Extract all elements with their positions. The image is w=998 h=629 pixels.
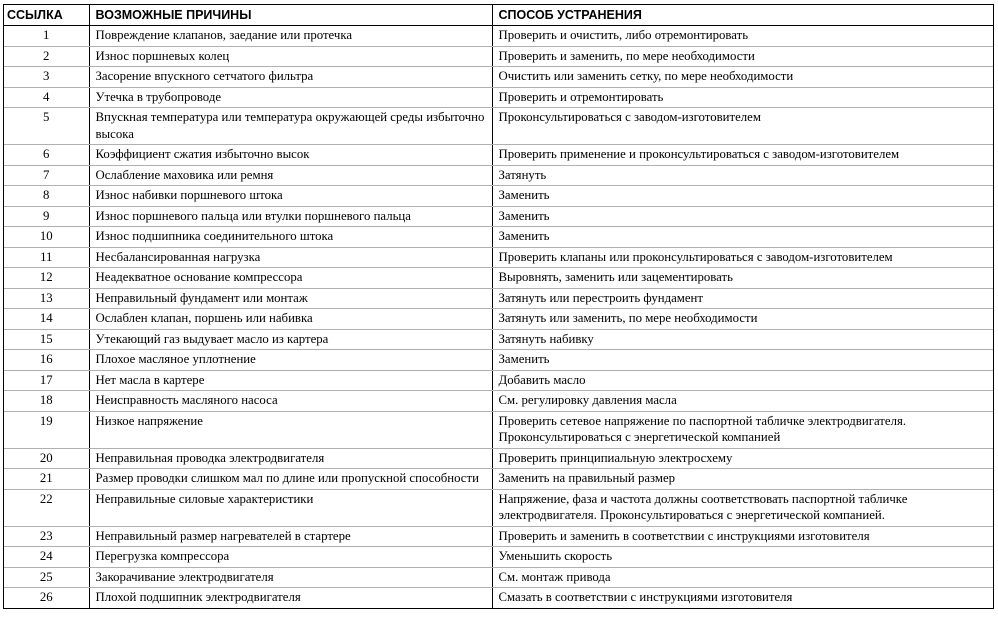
remedy-cell: Проверить принципиальную электросхему	[492, 448, 993, 469]
table-row	[4, 206, 993, 227]
table-row	[4, 26, 993, 47]
remedy-cell: Проверить сетевое напряжение по паспортной табличке электродвигателя. Проконсультироваться с энергетической компанией	[492, 411, 993, 448]
ref-cell: 9	[4, 206, 89, 227]
cause-cell: Износ поршневых колец	[89, 46, 492, 67]
cause-cell: Перегрузка компрессора	[89, 547, 492, 568]
ref-cell: 2	[4, 46, 89, 67]
remedy-cell: Проверить и заменить, по мере необходимости	[492, 46, 993, 67]
table-row	[4, 145, 993, 166]
table-row	[4, 370, 993, 391]
table-row	[4, 448, 993, 469]
remedy-cell: Заменить	[492, 186, 993, 207]
table-row	[4, 227, 993, 248]
troubleshooting-table	[4, 5, 993, 608]
table-row	[4, 288, 993, 309]
ref-cell: 18	[4, 391, 89, 412]
ref-cell: 8	[4, 186, 89, 207]
cause-cell: Утечка в трубопроводе	[89, 87, 492, 108]
header-cause: ВОЗМОЖНЫЕ ПРИЧИНЫ	[89, 5, 492, 26]
remedy-cell: Затянуть или перестроить фундамент	[492, 288, 993, 309]
cause-cell: Засорение впускного сетчатого фильтра	[89, 67, 492, 88]
cause-cell: Впускная температура или температура окружающей среды избыточно высока	[89, 108, 492, 145]
ref-cell: 10	[4, 227, 89, 248]
remedy-cell: Уменьшить скорость	[492, 547, 993, 568]
ref-cell: 26	[4, 588, 89, 608]
table-row	[4, 391, 993, 412]
table-row	[4, 46, 993, 67]
ref-cell: 12	[4, 268, 89, 289]
table-row	[4, 309, 993, 330]
cause-cell: Износ поршневого пальца или втулки поршневого пальца	[89, 206, 492, 227]
cause-cell: Несбалансированная нагрузка	[89, 247, 492, 268]
table-row	[4, 567, 993, 588]
remedy-cell: Напряжение, фаза и частота должны соответствовать паспортной табличке электродвигателя. Проконсультироваться с энергетической компанией.	[492, 489, 993, 526]
ref-cell: 5	[4, 108, 89, 145]
cause-cell: Неадекватное основание компрессора	[89, 268, 492, 289]
table-row	[4, 350, 993, 371]
table-row	[4, 247, 993, 268]
ref-cell: 23	[4, 526, 89, 547]
ref-cell: 7	[4, 165, 89, 186]
remedy-cell: Выровнять, заменить или зацементировать	[492, 268, 993, 289]
remedy-cell: Заменить на правильный размер	[492, 469, 993, 490]
cause-cell: Ослабление маховика или ремня	[89, 165, 492, 186]
remedy-cell: Проконсультироваться с заводом-изготовителем	[492, 108, 993, 145]
cause-cell: Неправильный размер нагревателей в стартере	[89, 526, 492, 547]
table-row	[4, 165, 993, 186]
ref-cell: 19	[4, 411, 89, 448]
header-remedy: СПОСОБ УСТРАНЕНИЯ	[492, 5, 993, 26]
remedy-cell: См. регулировку давления масла	[492, 391, 993, 412]
remedy-cell: Затянуть	[492, 165, 993, 186]
cause-cell: Закорачивание электродвигателя	[89, 567, 492, 588]
table-row	[4, 108, 993, 145]
cause-cell: Неисправность масляного насоса	[89, 391, 492, 412]
table-row	[4, 186, 993, 207]
table-row	[4, 489, 993, 526]
cause-cell: Коэффициент сжатия избыточно высок	[89, 145, 492, 166]
cause-cell: Неправильные силовые характеристики	[89, 489, 492, 526]
cause-cell: Размер проводки слишком мал по длине или пропускной способности	[89, 469, 492, 490]
ref-cell: 11	[4, 247, 89, 268]
remedy-cell: Проверить и очистить, либо отремонтировать	[492, 26, 993, 47]
cause-cell: Плохое масляное уплотнение	[89, 350, 492, 371]
remedy-cell: Очистить или заменить сетку, по мере необходимости	[492, 67, 993, 88]
cause-cell: Низкое напряжение	[89, 411, 492, 448]
ref-cell: 17	[4, 370, 89, 391]
remedy-cell: Проверить применение и проконсультироваться с заводом-изготовителем	[492, 145, 993, 166]
ref-cell: 4	[4, 87, 89, 108]
ref-cell: 25	[4, 567, 89, 588]
header-ref: ССЫЛКА	[4, 5, 89, 26]
table-row	[4, 329, 993, 350]
remedy-cell: Проверить клапаны или проконсультироваться с заводом-изготовителем	[492, 247, 993, 268]
table-row	[4, 547, 993, 568]
remedy-cell: Проверить и отремонтировать	[492, 87, 993, 108]
cause-cell: Ослаблен клапан, поршень или набивка	[89, 309, 492, 330]
ref-cell: 13	[4, 288, 89, 309]
ref-cell: 15	[4, 329, 89, 350]
table-header-row	[4, 5, 993, 26]
table-row	[4, 411, 993, 448]
cause-cell: Повреждение клапанов, заедание или протечка	[89, 26, 492, 47]
remedy-cell: Заменить	[492, 350, 993, 371]
ref-cell: 14	[4, 309, 89, 330]
remedy-cell: Затянуть или заменить, по мере необходимости	[492, 309, 993, 330]
table-row	[4, 588, 993, 608]
ref-cell: 24	[4, 547, 89, 568]
ref-cell: 20	[4, 448, 89, 469]
remedy-cell: Заменить	[492, 206, 993, 227]
remedy-cell: Проверить и заменить в соответствии с инструкциями изготовителя	[492, 526, 993, 547]
remedy-cell: См. монтаж привода	[492, 567, 993, 588]
table-body	[4, 26, 993, 608]
troubleshooting-table-container	[3, 4, 994, 609]
cause-cell: Неправильная проводка электродвигателя	[89, 448, 492, 469]
ref-cell: 6	[4, 145, 89, 166]
ref-cell: 21	[4, 469, 89, 490]
table-row	[4, 87, 993, 108]
ref-cell: 1	[4, 26, 89, 47]
cause-cell: Неправильный фундамент или монтаж	[89, 288, 492, 309]
ref-cell: 22	[4, 489, 89, 526]
ref-cell: 16	[4, 350, 89, 371]
table-row	[4, 268, 993, 289]
remedy-cell: Затянуть набивку	[492, 329, 993, 350]
cause-cell: Утекающий газ выдувает масло из картера	[89, 329, 492, 350]
remedy-cell: Добавить масло	[492, 370, 993, 391]
cause-cell: Плохой подшипник электродвигателя	[89, 588, 492, 608]
remedy-cell: Смазать в соответствии с инструкциями изготовителя	[498, 590, 793, 604]
cause-cell: Нет масла в картере	[89, 370, 492, 391]
cause-cell: Износ подшипника соединительного штока	[89, 227, 492, 248]
table-row	[4, 526, 993, 547]
ref-cell: 3	[4, 67, 89, 88]
remedy-cell: Заменить	[492, 227, 993, 248]
cause-cell: Износ набивки поршневого штока	[89, 186, 492, 207]
table-row	[4, 67, 993, 88]
table-row	[4, 469, 993, 490]
